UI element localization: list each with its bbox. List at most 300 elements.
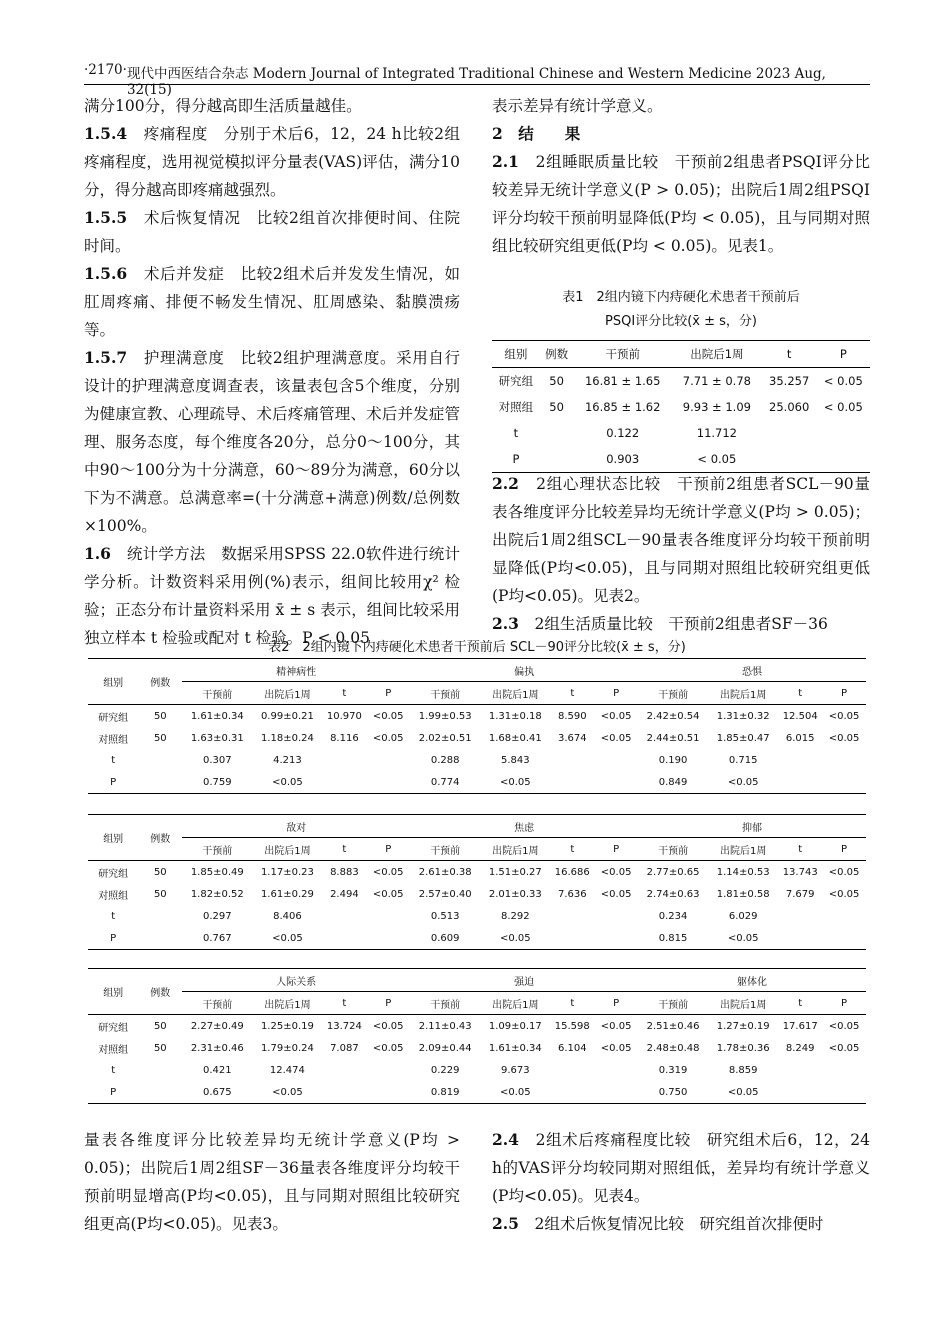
sub-header: P [613, 843, 620, 855]
table2-cell: 1.14±0.53 [716, 866, 770, 878]
table1-cell: 50 [549, 400, 564, 414]
table2-cell: 10.970 [326, 710, 362, 722]
sub-header: 干预前 [430, 999, 461, 1011]
table2-cell: 8.859 [728, 1064, 758, 1076]
table2-cell: 0.849 [658, 776, 688, 788]
table2-cell: 1.31±0.32 [716, 710, 770, 722]
table2-cell: 8.590 [557, 710, 587, 722]
sub-header: 干预前 [430, 845, 461, 857]
table2-cell: 1.25±0.19 [260, 1020, 314, 1032]
sub-header: t [798, 687, 803, 699]
table2-cell: 2.09±0.44 [418, 1042, 472, 1054]
table2-cell: 16.686 [554, 866, 590, 878]
subsection-title: 2组术后疼痛程度比较 [535, 1131, 691, 1149]
table1-cell: 对照组 [498, 400, 534, 414]
subsection-title: 统计学方法 [126, 545, 206, 563]
subsection-text: 研究组首次排便时 [699, 1215, 824, 1233]
dimension-header: 焦虑 [410, 815, 638, 838]
table1-cell: < 0.05 [697, 452, 737, 466]
subsection-text: 干预前2组患者SF－36 [668, 615, 828, 633]
table2-cell [822, 749, 866, 771]
subsection-number: 1.5.4 [84, 124, 128, 143]
table1-cell [540, 446, 574, 473]
subsection-paragraph [492, 1210, 870, 1238]
table2-cell: <0.05 [272, 1086, 303, 1098]
subsection-paragraph [492, 610, 870, 638]
dimension-header: 恐惧 [638, 659, 866, 682]
sub-header: t [342, 997, 347, 1009]
table2-cell [594, 749, 638, 771]
table2-cell: 对照组 [98, 734, 129, 746]
subsection-number: 1.5.7 [84, 348, 128, 367]
table2-cell: <0.05 [600, 732, 632, 744]
dimension-header: 强迫 [410, 969, 638, 992]
bottom-left-column [84, 1126, 460, 1238]
table2-cell: 50 [153, 732, 167, 744]
table1-cell: 9.93 ± 1.09 [682, 400, 751, 414]
table2-cell [322, 749, 366, 771]
table2-cell: 8.883 [330, 866, 359, 878]
sub-header: t [570, 687, 575, 699]
sub-header: t [342, 843, 347, 855]
table1-caption-line1: 表1 2组内镜下内痔硬化术患者干预前后 [562, 290, 800, 305]
sub-header: t [570, 843, 575, 855]
table-row [88, 1015, 866, 1038]
table2-cell [550, 927, 594, 950]
table2-cell: 50 [153, 1020, 167, 1032]
table-row [88, 1081, 866, 1104]
subsection-text: 数据采用SPSS 22.0软件进行统计学分析。计数资料采用例(%)表示，组间比较用χ² 检验；正态分布计量资料采用 x̄ ± s 表示，组间比较采用独立样本 t 检验或配对 t 检验。P < 0.05 [84, 545, 460, 647]
subsection-title: 术后恢复情况 [143, 209, 241, 227]
subsection-text: 干预前2组患者PSQI评分比较差异无统计学意义(P > 0.05)；出院后1周2组PSQI评分均较干预前明显降低(P均 < 0.05)，且与同期对照组比较研究组更低(P均 < 0.05)。见表1。 [492, 153, 870, 255]
table2-cell [366, 905, 410, 927]
table2-cell: 1.78±0.36 [716, 1042, 770, 1054]
table2-cell: 0.421 [202, 1064, 232, 1076]
count-header: 例数 [138, 659, 182, 705]
sub-header: 出院后1周 [720, 999, 767, 1011]
subsection-text: 分别于术后6，12，24 h比较2组疼痛程度，选用视觉模拟评分量表(VAS)评估，满分10分，得分越高即疼痛越强烈。 [84, 125, 460, 199]
table2-block [88, 658, 866, 794]
subsection-paragraph [492, 470, 870, 610]
table2-cell: 1.79±0.24 [260, 1042, 314, 1054]
table1-header-cell: 组别 [504, 347, 528, 361]
header-rule [84, 84, 870, 85]
dimension-header: 偏执 [410, 659, 638, 682]
table1-cell: 35.257 [769, 374, 810, 388]
subsection-title: 2组术后恢复情况比较 [534, 1215, 684, 1233]
sub-header: t [798, 997, 803, 1009]
table2-cell: P [110, 776, 117, 788]
table2-cell: <0.05 [600, 710, 632, 722]
table2-cell: 1.81±0.58 [716, 888, 770, 900]
table1-cell: 0.903 [606, 452, 640, 466]
subsection-paragraph [84, 260, 460, 344]
table2-cell: 1.68±0.41 [488, 732, 542, 744]
table2-cell: 2.42±0.54 [646, 710, 700, 722]
sub-header: P [385, 997, 392, 1009]
table2-cell: 7.636 [557, 888, 587, 900]
sub-header: P [385, 687, 392, 699]
table2-cell: 2.494 [330, 888, 359, 900]
table2-cell: 0.307 [202, 754, 232, 766]
table2-cell: 2.02±0.51 [418, 732, 472, 744]
table2-cell: 12.474 [269, 1064, 305, 1076]
table2-cell: 1.61±0.29 [260, 888, 314, 900]
table2-cell: 0.190 [658, 754, 688, 766]
table2-cell: t [111, 910, 116, 922]
journal-title: 现代中西医结合杂志 Modern Journal of Integrated Traditional Chinese and Western Medicine 2023 Aug, 32(15) [126, 66, 826, 98]
table2-cell: <0.05 [600, 1042, 632, 1054]
table2-cell: <0.05 [372, 1042, 404, 1054]
table2-cell: 对照组 [98, 890, 129, 902]
table2-cell: 6.015 [785, 732, 815, 744]
subsection-text: 干预前2组患者SCL－90量表各维度评分比较差异均无统计学意义(P均 > 0.05)；出院后1周2组SCL－90量表各维度评分均较干预前明显降低(P均<0.05)，且与同期对照组比较研究组更低(P均<0.05)。见表2。 [492, 475, 870, 605]
table-row [88, 1037, 866, 1059]
table2-cell: <0.05 [372, 888, 404, 900]
table2-cell: <0.05 [372, 710, 404, 722]
sub-header: 干预前 [658, 845, 689, 857]
table-row [492, 394, 870, 420]
table1-cell [762, 446, 817, 473]
table1-cell: 0.122 [606, 426, 640, 440]
table2-cell: 5.843 [500, 754, 530, 766]
sub-header: 干预前 [202, 689, 233, 701]
table2-cell [594, 927, 638, 950]
table2-cell [322, 927, 366, 950]
table2-cell: 0.675 [202, 1086, 232, 1098]
table2-cell: 4.213 [273, 754, 302, 766]
subsection-number: 2.4 [492, 1130, 519, 1149]
table2-cell: 50 [153, 888, 167, 900]
table2-cell [138, 1081, 182, 1104]
table2-block [88, 814, 866, 950]
table1-caption-line2: PSQI评分比较(x̄ ± s，分) [605, 314, 757, 329]
paragraph: 满分100分，得分越高即生活质量越佳。 [84, 97, 362, 115]
sub-header: 出院后1周 [264, 689, 311, 701]
table2-cell [550, 749, 594, 771]
table1-cell [762, 420, 817, 446]
table2-cell: <0.05 [372, 1020, 404, 1032]
table-row [88, 771, 866, 794]
table2-cell: 2.27±0.49 [190, 1020, 244, 1032]
table2-cell: 0.819 [430, 1086, 460, 1098]
table2-cell [778, 905, 822, 927]
sub-header: 出院后1周 [492, 689, 539, 701]
table2-cell: 0.767 [202, 932, 232, 944]
table2-cell: P [110, 1086, 117, 1098]
table2-cell: 1.63±0.31 [190, 732, 244, 744]
table2-cell: 研究组 [98, 1022, 129, 1034]
sub-header: P [385, 843, 392, 855]
subsection-title: 2组心理状态比较 [536, 475, 661, 493]
subsection-number: 2.5 [492, 1214, 519, 1233]
subsection-paragraph [492, 1126, 870, 1210]
bottom-right-column [492, 1126, 870, 1238]
table2-cell: 2.51±0.46 [646, 1020, 700, 1032]
table2-cell: 1.27±0.19 [716, 1020, 770, 1032]
table2-cell [550, 1059, 594, 1081]
sub-header: 出院后1周 [720, 845, 767, 857]
table2-cell: t [111, 754, 116, 766]
table2-cell: 0.774 [430, 776, 460, 788]
subsection-paragraph [84, 120, 460, 204]
table2-cell: <0.05 [828, 888, 860, 900]
table2-cell: 2.74±0.63 [646, 888, 700, 900]
table1-header-cell: 例数 [545, 347, 569, 361]
dimension-header: 人际关系 [182, 969, 410, 992]
table2-cell [138, 749, 182, 771]
table2-cell [322, 1081, 366, 1104]
sub-header: t [342, 687, 347, 699]
subsection-paragraph [84, 204, 460, 260]
table1-cell: < 0.05 [823, 400, 863, 414]
table2-cell: 1.18±0.24 [260, 732, 314, 744]
dimension-header: 躯体化 [638, 969, 866, 992]
table2-cell: 0.229 [430, 1064, 460, 1076]
table2-cell [594, 1059, 638, 1081]
table2-cell: 0.715 [728, 754, 758, 766]
table2-cell: 13.743 [782, 866, 818, 878]
table1-cell: 16.81 ± 1.65 [584, 374, 661, 388]
table2-cell [822, 1059, 866, 1081]
table2-cell: <0.05 [828, 1042, 860, 1054]
table2-cell: <0.05 [372, 732, 404, 744]
table2-cell: <0.05 [600, 866, 632, 878]
table1-caption [492, 286, 870, 334]
table1-cell: 7.71 ± 0.78 [682, 374, 751, 388]
table2-cell: 对照组 [98, 1044, 129, 1056]
sub-header: P [613, 687, 620, 699]
table2-cell: 2.77±0.65 [646, 866, 700, 878]
dimension-header: 精神病性 [182, 659, 410, 682]
table2-cell [822, 1081, 866, 1104]
sub-header: t [570, 997, 575, 1009]
table1-cell: 50 [549, 374, 564, 388]
table2-cell: <0.05 [372, 866, 404, 878]
subsection-number: 2.1 [492, 152, 519, 171]
count-header: 例数 [138, 969, 182, 1015]
table2-cell: <0.05 [600, 1020, 632, 1032]
table1-header-cell: t [786, 347, 792, 361]
table2-cell: 8.292 [500, 910, 530, 922]
table2-cell: 50 [153, 1042, 167, 1054]
table2-cell [138, 1059, 182, 1081]
group-header: 组别 [88, 815, 138, 861]
table1-cell [817, 420, 870, 446]
table2-cell [822, 905, 866, 927]
table1-cell: 16.85 ± 1.62 [584, 400, 661, 414]
subsection-number: 2.2 [492, 474, 519, 493]
sub-header: P [841, 687, 848, 699]
table2-cell: 1.17±0.23 [260, 866, 314, 878]
table2-cell: 1.61±0.34 [488, 1042, 542, 1054]
table-row [88, 705, 866, 728]
table1-header-cell: 出院后1周 [690, 347, 744, 361]
table1 [492, 340, 870, 473]
subsection-paragraph [492, 148, 870, 260]
table2-block [88, 968, 866, 1104]
left-column [84, 92, 460, 652]
table2-cell: 0.234 [658, 910, 688, 922]
table2-cell: <0.05 [272, 776, 303, 788]
table2-cell: 0.319 [658, 1064, 688, 1076]
table2-cell: <0.05 [727, 776, 759, 788]
table2-cell: 2.61±0.38 [418, 866, 472, 878]
table2-cell: 1.09±0.17 [488, 1020, 542, 1032]
table1-header-cell: 干预前 [605, 347, 640, 361]
table2-cell: 2.48±0.48 [646, 1042, 700, 1054]
table-row [88, 905, 866, 927]
subsection-number: 1.5.5 [84, 208, 128, 227]
sub-header: 出院后1周 [264, 845, 311, 857]
table2-cell: 2.31±0.46 [190, 1042, 244, 1054]
subsection-title: 术后并发症 [143, 265, 225, 283]
table-row [492, 368, 870, 395]
table2-cell: 研究组 [98, 712, 129, 724]
table2-caption: 表2 2组内镜下内痔硬化术患者干预前后 SCL－90评分比较(x̄ ± s，分) [268, 640, 686, 655]
sub-header: 干预前 [202, 845, 233, 857]
table2-cell: 0.99±0.21 [260, 710, 314, 722]
table2-cell [594, 771, 638, 794]
table2-cell: 1.61±0.34 [190, 710, 244, 722]
dimension-header: 敌对 [182, 815, 410, 838]
table2-cell [322, 771, 366, 794]
table2-cell [138, 927, 182, 950]
table2-cell: 12.504 [782, 710, 818, 722]
table2-cell [594, 1081, 638, 1104]
table2-cell [778, 771, 822, 794]
table2-cell [778, 749, 822, 771]
table2-cell: <0.05 [828, 710, 860, 722]
table2-cell: 0.288 [430, 754, 460, 766]
table2-cell: 1.51±0.27 [488, 866, 542, 878]
table1-cell: t [513, 426, 519, 440]
table2-cell: <0.05 [499, 932, 531, 944]
table2-cell: <0.05 [499, 1086, 531, 1098]
table2-cell: 2.44±0.51 [646, 732, 700, 744]
table2-cell: 2.11±0.43 [418, 1020, 472, 1032]
subsection-text: 研究组术后6，12，24 h的VAS评分均较同期对照组低，差异均有统计学意义(P均<0.05)。见表4。 [492, 1131, 870, 1205]
table2-cell [366, 771, 410, 794]
table2-cell: t [111, 1064, 116, 1076]
table2-cell: <0.05 [828, 1020, 860, 1032]
table2-cell: 6.029 [728, 910, 758, 922]
table2-cell: 2.01±0.33 [488, 888, 542, 900]
table1-cell: 11.712 [696, 426, 737, 440]
sub-header: P [613, 997, 620, 1009]
subsection-title: 护理满意度 [143, 349, 225, 367]
table2-cell: 8.406 [273, 910, 302, 922]
table2-cell: <0.05 [727, 932, 759, 944]
table1-header-cell: P [839, 347, 847, 361]
group-header: 组别 [88, 969, 138, 1015]
table2-cell [366, 749, 410, 771]
table1-cell: 研究组 [498, 374, 534, 388]
sub-header: 干预前 [202, 999, 233, 1011]
table2-cell: 研究组 [98, 868, 129, 880]
dimension-header: 抑郁 [638, 815, 866, 838]
subsection-number: 1.5.6 [84, 264, 128, 283]
table2-cell [366, 1059, 410, 1081]
table2-cell [322, 905, 366, 927]
sub-header: 干预前 [658, 689, 689, 701]
table2-cell: 50 [153, 710, 167, 722]
table2-cell: 1.85±0.47 [716, 732, 770, 744]
table2-cell: 1.31±0.18 [488, 710, 542, 722]
table2-cell: 0.297 [202, 910, 232, 922]
table2-cell: 0.513 [430, 910, 460, 922]
table2-cell [550, 905, 594, 927]
sub-header: 出院后1周 [264, 999, 311, 1011]
table2-cell: <0.05 [828, 732, 860, 744]
table2-cell: 8.249 [785, 1042, 815, 1054]
table-row [492, 446, 870, 473]
paragraph: 表示差异有统计学意义。 [492, 97, 663, 115]
table2-cell [594, 905, 638, 927]
table2-cell: 8.116 [330, 732, 359, 744]
table-row [88, 883, 866, 905]
sub-header: 出院后1周 [492, 845, 539, 857]
table2-cell [822, 927, 866, 950]
sub-header: 出院后1周 [492, 999, 539, 1011]
table2-cell: 1.99±0.53 [418, 710, 472, 722]
table2-cell: <0.05 [727, 1086, 759, 1098]
subsection-title: 疼痛程度 [143, 125, 208, 143]
table2-cell: <0.05 [499, 776, 531, 788]
table1-cell [540, 420, 574, 446]
table2-cell: 0.609 [430, 932, 460, 944]
table2-cell: 13.724 [326, 1020, 362, 1032]
sub-header: P [841, 843, 848, 855]
table2-cell [778, 1059, 822, 1081]
table2-cell [366, 927, 410, 950]
table2-cell [550, 771, 594, 794]
table2-cell: <0.05 [600, 888, 632, 900]
table1-cell [817, 446, 870, 473]
table2-cell: 50 [153, 866, 167, 878]
table2-cell: P [110, 932, 117, 944]
table1-cell: P [512, 452, 520, 466]
table2-cell [778, 1081, 822, 1104]
subsection-title: 2组生活质量比较 [534, 615, 653, 633]
paragraph: 量表各维度评分比较差异均无统计学意义(P均 > 0.05)；出院后1周2组SF－36量表各维度评分均较干预前明显增高(P均<0.05)，且与同期对照组比较研究组更高(P均<0.05)。见表3。 [84, 1131, 460, 1233]
table2-cell: <0.05 [272, 932, 303, 944]
sub-header: P [841, 997, 848, 1009]
table-row [88, 861, 866, 884]
section-heading: 2 结 果 [492, 124, 581, 143]
table-row [88, 1059, 866, 1081]
table2-cell [550, 1081, 594, 1104]
sub-header: 干预前 [430, 689, 461, 701]
table2-cell: 15.598 [554, 1020, 590, 1032]
subsection-title: 2组睡眠质量比较 [535, 153, 659, 171]
table-row [492, 420, 870, 446]
table-row [88, 727, 866, 749]
table2-cell [366, 1081, 410, 1104]
table2-cell: 1.82±0.52 [190, 888, 244, 900]
table2-cell [778, 927, 822, 950]
table2-cell: 0.750 [658, 1086, 688, 1098]
table2-cell [138, 905, 182, 927]
table2-cell [822, 771, 866, 794]
table2-cell: 9.673 [500, 1064, 530, 1076]
table1-cell: < 0.05 [823, 374, 863, 388]
count-header: 例数 [138, 815, 182, 861]
subsection-paragraph [84, 344, 460, 540]
table2-cell: 3.674 [557, 732, 587, 744]
table2-cell: 0.815 [658, 932, 688, 944]
right-column [492, 92, 870, 260]
